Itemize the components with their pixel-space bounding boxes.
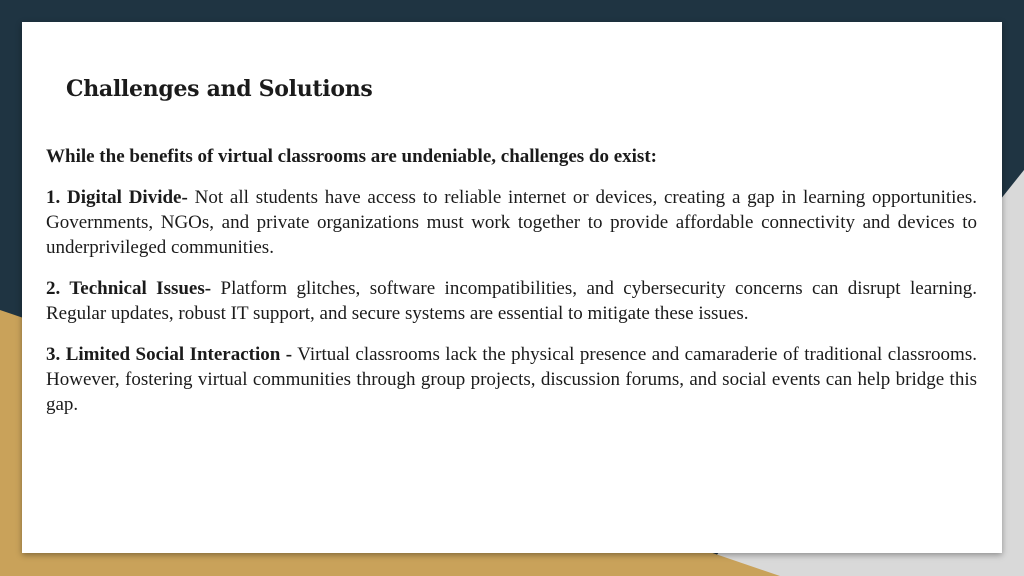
challenge-heading: 1. Digital Divide-	[46, 187, 188, 208]
challenge-item-social-interaction	[46, 342, 977, 417]
challenge-text: Not all students have access to reliable internet or devices, creating a gap in learning opportunities. Governments, NGOs, and private organizations must work together to provide affordable connectivity and devices to underprivileged communities.	[46, 187, 978, 258]
challenge-heading: 2. Technical Issues-	[46, 278, 212, 299]
slide-card	[22, 22, 1002, 553]
challenge-item-digital-divide	[46, 185, 977, 260]
slide-title: Challenges and Solutions	[66, 76, 373, 102]
challenge-text: Virtual classrooms lack the physical presence and camaraderie of traditional classrooms. However, fostering virtual communities through group projects, discussion forums, and social events can help bridge this gap.	[46, 344, 977, 415]
slide-content	[46, 144, 977, 433]
challenge-heading: 3. Limited Social Interaction -	[46, 344, 293, 365]
intro-text: While the benefits of virtual classrooms are undeniable, challenges do exist:	[46, 146, 657, 167]
challenge-item-technical-issues	[46, 276, 977, 326]
challenge-text: Platform glitches, software incompatibilities, and cybersecurity concerns can disrupt learning. Regular updates, robust IT support, and secure systems are essential to mitigate these issues.	[46, 278, 978, 324]
